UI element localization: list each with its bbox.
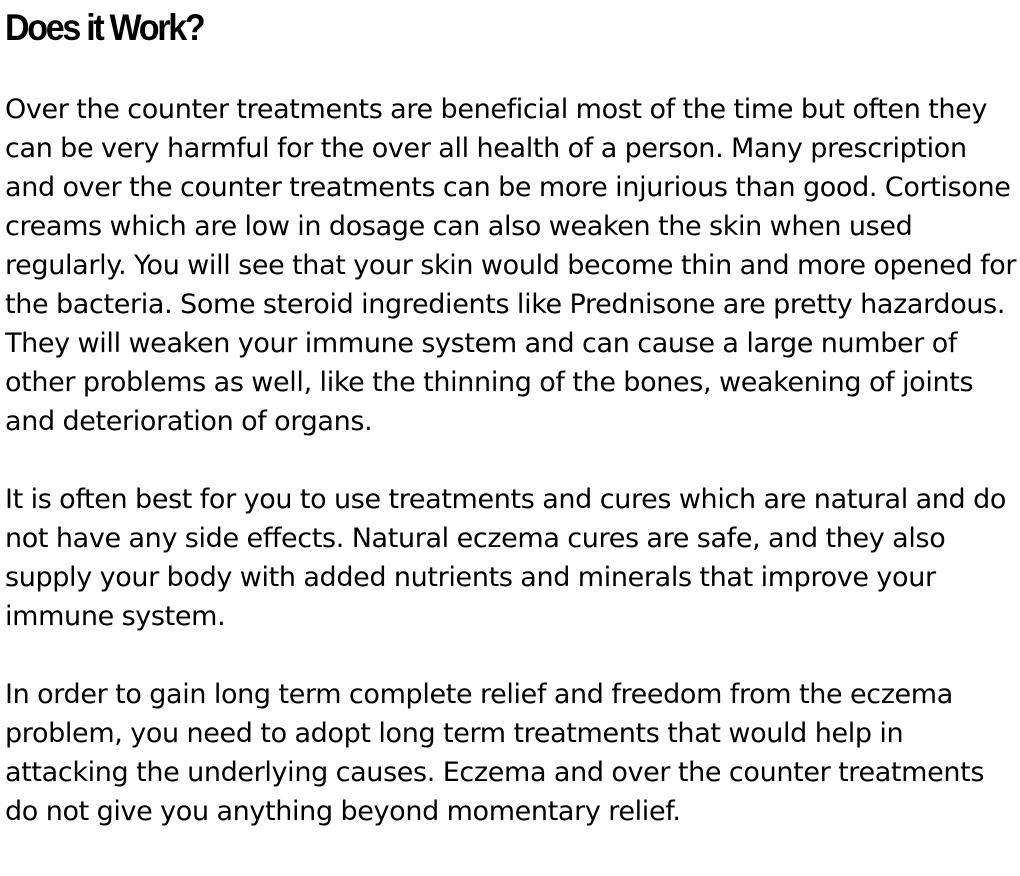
article-heading: Does it Work? — [5, 7, 204, 48]
paragraph-otc-treatments: Over the counter treatments are beneficial most of the time but often they can be very harmful for the over all health of a person. Many prescription and over the counter treatments can be more injurious than good. Cortisone creams which are low in dosage can also weaken the skin when used regularly. You will see that your skin would become thin and more opened for the bacteria. Some steroid ingredients like Prednisone are pretty hazardous. They will weaken your immune system and can cause a large number of other problems as well, like the thinning of the bones, weakening of joints and deterioration of organs. — [5, 94, 1017, 437]
article — [5, 0, 1017, 831]
paragraph-long-term-relief: In order to gain long term complete relief and freedom from the eczema problem, you need to adopt long term treatments that would help in attacking the underlying causes. Eczema and over the counter treatments do not give you anything beyond momentary relief. — [5, 679, 985, 827]
paragraph-natural-cures: It is often best for you to use treatments and cures which are natural and do not have any side effects. Natural eczema cures are safe, and they also supply your body with added nutrients and minerals that improve your immune system. — [5, 484, 1007, 632]
